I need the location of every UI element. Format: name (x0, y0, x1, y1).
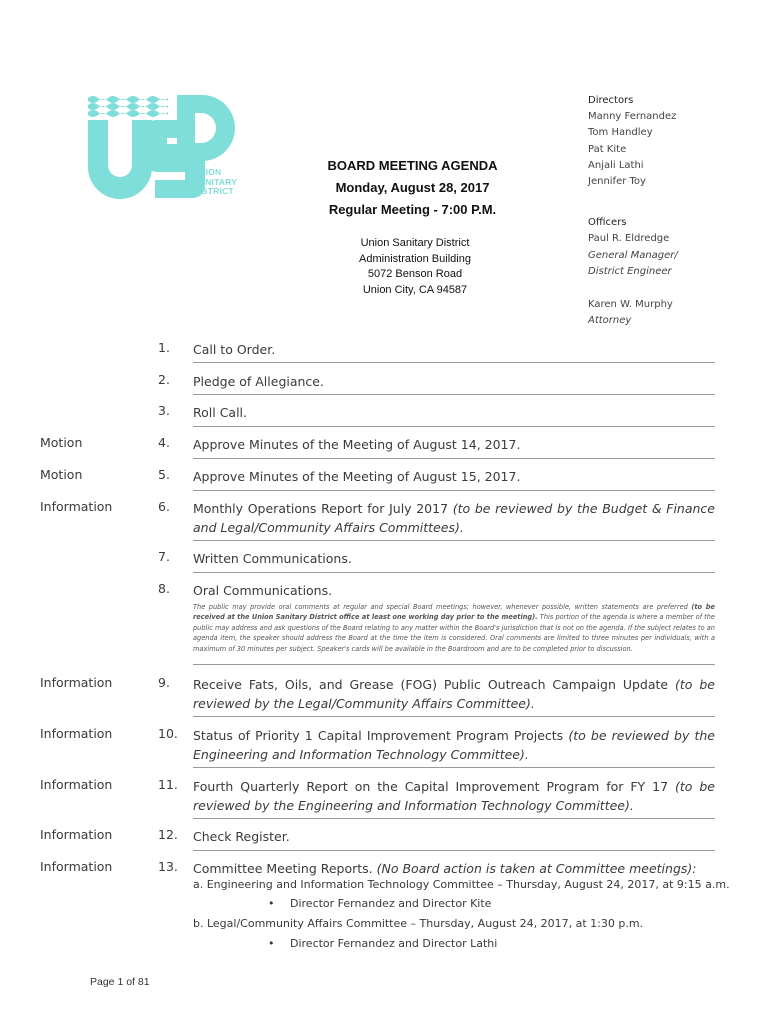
agenda-item-number: 4. (158, 435, 170, 450)
agenda-item-text (193, 435, 715, 454)
agenda-item-text (193, 827, 715, 846)
item-divider (193, 426, 715, 427)
logo-wordmark (193, 168, 237, 197)
agenda-title-block (290, 155, 535, 221)
agenda-item-title: Status of Priority 1 Capital Improvement Program Projects (193, 728, 569, 743)
meeting-address (320, 236, 510, 298)
committee-report-b: b. Legal/Community Affairs Committee – Thursday, August 24, 2017, at 1:30 p.m. (193, 917, 644, 930)
agenda-item-number: 7. (158, 549, 170, 564)
agenda-item-type: Information (40, 726, 113, 741)
agenda-item-type: Motion (40, 435, 83, 450)
item-divider (193, 540, 715, 541)
director-name: Tom Handley (588, 127, 653, 139)
officer-name: Paul R. Eldredge (588, 233, 670, 245)
officer-title: District Engineer (588, 265, 672, 277)
item-divider (193, 716, 715, 717)
agenda-item-title: Committee Meeting Reports. (193, 861, 377, 876)
agenda-item-title: Oral Communications. (193, 583, 333, 598)
item-divider (193, 490, 715, 491)
agenda-item-number: 13. (158, 859, 178, 874)
agenda-item-text (193, 403, 715, 422)
item-divider (193, 458, 715, 459)
agenda-item-type: Motion (40, 467, 83, 482)
agenda-item-text (193, 675, 715, 713)
logo-text-line: UNION (193, 167, 222, 177)
directors-heading: Directors (588, 95, 634, 106)
agenda-item-text (193, 372, 715, 391)
bullet-icon: • (268, 897, 275, 910)
agenda-item-text (193, 340, 715, 359)
agenda-item-number: 8. (158, 581, 170, 596)
agenda-item-title: Call to Order. (193, 342, 276, 357)
agenda-item-text (193, 549, 715, 568)
item-divider (193, 664, 715, 665)
item-divider (193, 767, 715, 768)
oral-note-text: This portion of the agenda is where a member of the public may address and ask questions of the Board relating to any matter within the Board's jurisdiction that is not on the agenda. If the subject relates to an agenda item, the speaker should address the Board at the time the item is considered. Oral comments are limited to three minutes per individuals, with a maximum of 30 minutes per subject. Speaker's cards will be available in the Boardroom and are to be completed prior to discussion. (193, 613, 715, 653)
agenda-item-title: Check Register. (193, 829, 290, 844)
agenda-item-title: Fourth Quarterly Report on the Capital Improvement Program for FY 17 (193, 779, 675, 794)
address-line: Union City, CA 94587 (362, 283, 468, 296)
agenda-item-title: Approve Minutes of the Meeting of August 14, 2017. (193, 437, 521, 452)
officer-title: General Manager/ (588, 249, 678, 261)
address-line: Administration Building (359, 252, 471, 265)
oral-note-emphasis: (to be received at the Union Sanitary District office at least one working day prior to the meeting). (193, 603, 715, 622)
item-divider (193, 572, 715, 573)
address-line: Union Sanitary District (360, 237, 470, 249)
oral-communications-note (193, 602, 715, 654)
agenda-item-number: 2. (158, 372, 170, 387)
agenda-item-type: Information (40, 499, 113, 514)
agenda-item-note: (to be reviewed by the Budget & Finance and Legal/Community Affairs Committees). (193, 501, 715, 535)
attorney-title: Attorney (588, 315, 632, 327)
agenda-item-text (193, 499, 715, 537)
agenda-item-title: Monthly Operations Report for July 2017 (193, 501, 453, 516)
agenda-item-text (193, 859, 715, 878)
committee-report-a-attendees (268, 897, 491, 910)
director-name: Jennifer Toy (588, 176, 646, 188)
agenda-item-number: 6. (158, 499, 170, 514)
committee-report-a: a. Engineering and Information Technology Committee – Thursday, August 24, 2017, at 9:15 a.m. (193, 878, 730, 891)
agenda-item-number: 11. (158, 777, 178, 792)
agenda-item-note: (to be reviewed by the Engineering and Information Technology Committee). (193, 728, 715, 762)
bullet-icon: • (268, 937, 275, 950)
item-divider (193, 362, 715, 363)
page-number: Page 1 of 81 (90, 976, 150, 988)
director-name: Anjali Lathi (588, 159, 644, 171)
attendees-text: Director Fernandez and Director Lathi (290, 937, 498, 950)
address-line: 5072 Benson Road (367, 268, 463, 280)
agenda-item-title: Pledge of Allegiance. (193, 374, 324, 389)
logo-text-line: DISTRICT (193, 186, 234, 196)
agenda-item-type: Information (40, 675, 113, 690)
meeting-type: Regular Meeting - 7:00 P.M. (328, 202, 497, 217)
agenda-item-type: Information (40, 827, 113, 842)
usd-logo (85, 92, 245, 207)
oral-note-text: The public may provide oral comments at regular and special Board meetings; however, whenever possible, written statements are preferred (193, 603, 692, 611)
attorney-name: Karen W. Murphy (588, 299, 673, 311)
agenda-item-number: 5. (158, 467, 170, 482)
director-name: Manny Fernandez (588, 111, 677, 123)
agenda-item-text (193, 467, 715, 486)
agenda-item-note: (to be reviewed by the Engineering and Information Technology Committee). (193, 779, 716, 813)
agenda-item-number: 9. (158, 675, 170, 690)
agenda-item-number: 10. (158, 726, 178, 741)
agenda-item-type: Information (40, 859, 113, 874)
director-name: Pat Kite (588, 143, 627, 155)
agenda-item-type: Information (40, 777, 113, 792)
agenda-item-note: (No Board action is taken at Committee meetings): (376, 861, 697, 876)
logo-text-line: SANITARY (193, 176, 238, 187)
item-divider (193, 394, 715, 395)
committee-report-b-attendees (268, 937, 497, 950)
agenda-title: BOARD MEETING AGENDA (327, 158, 498, 173)
agenda-item-title: Approve Minutes of the Meeting of August 15, 2017. (193, 469, 521, 484)
agenda-item-title: Roll Call. (193, 405, 247, 420)
agenda-item-title: Written Communications. (193, 551, 352, 566)
agenda-item-text (193, 777, 715, 815)
board-roster (588, 93, 758, 329)
meeting-date: Monday, August 28, 2017 (335, 180, 490, 195)
item-divider (193, 818, 715, 819)
agenda-item-number: 1. (158, 340, 170, 355)
officers-heading: Officers (588, 217, 627, 229)
agenda-item-title: Receive Fats, Oils, and Grease (FOG) Public Outreach Campaign Update (193, 677, 676, 692)
agenda-item-text (193, 726, 715, 764)
agenda-item-note: (to be reviewed by the Legal/Community Affairs Committee). (193, 677, 716, 711)
agenda-item-number: 3. (158, 403, 170, 418)
item-divider (193, 850, 715, 851)
agenda-item-text (193, 581, 715, 600)
attendees-text: Director Fernandez and Director Kite (290, 897, 492, 910)
agenda-item-number: 12. (158, 827, 178, 842)
